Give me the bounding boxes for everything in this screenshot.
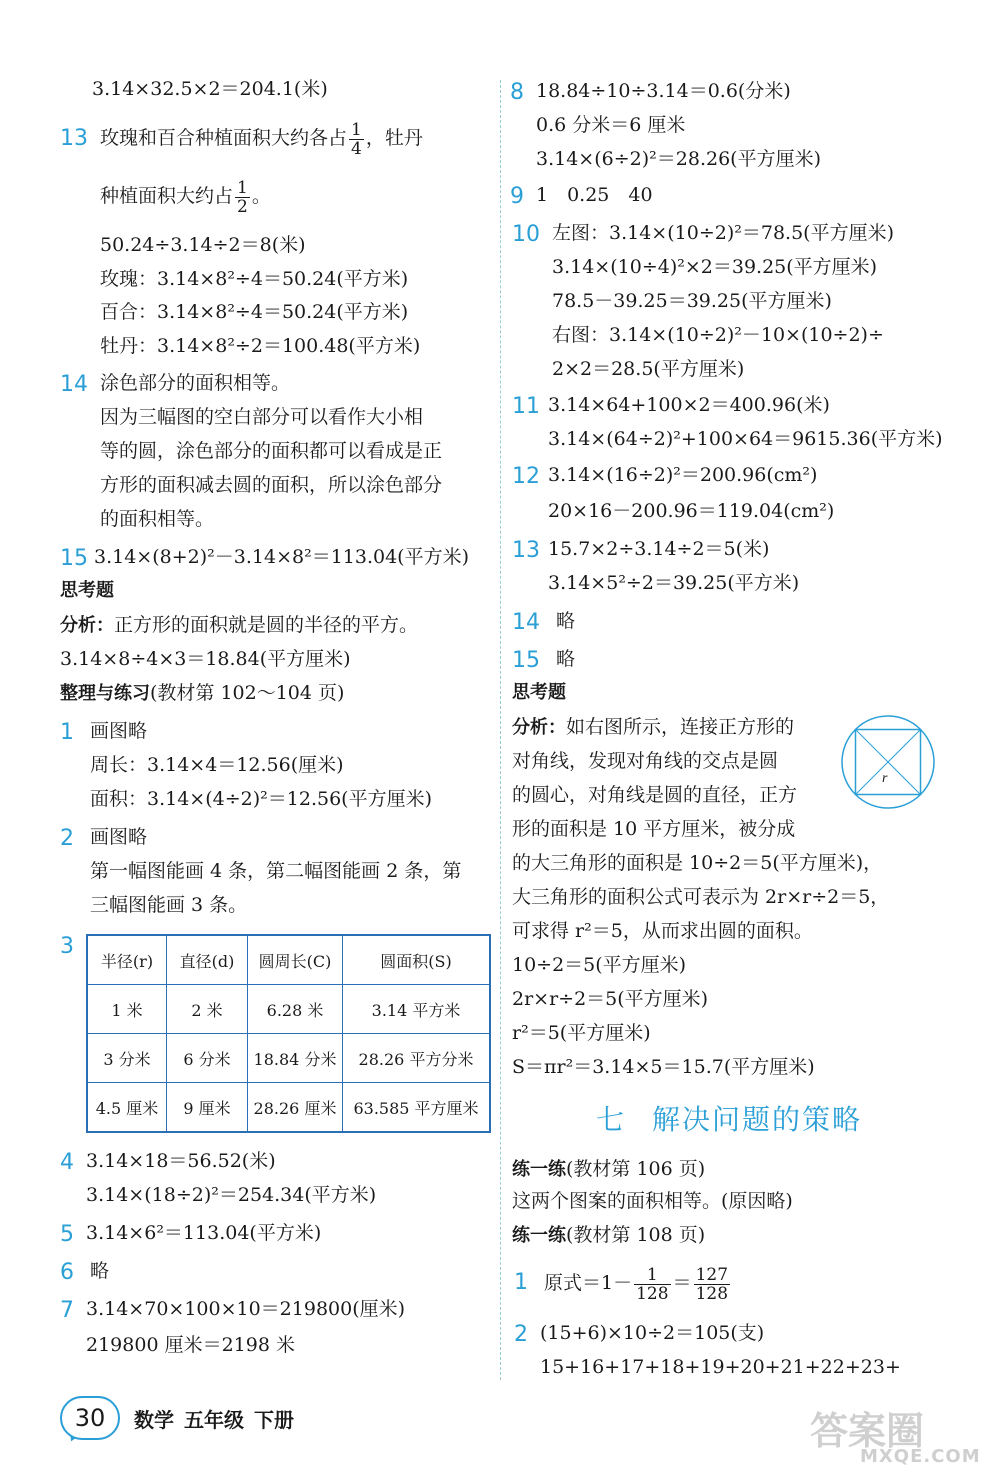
circle-table — [86, 934, 491, 1133]
heading: 练一练 — [512, 1225, 566, 1246]
chapter-title — [596, 1098, 862, 1138]
text-line: 3.14×(64÷2)²+100×64＝9615.36(平方米) — [548, 428, 943, 450]
chapter-number: 七 — [596, 1103, 627, 1136]
text-line: 10÷2＝5(平方厘米) — [512, 954, 687, 976]
text-line: 这两个图案的面积相等。(原因略) — [512, 1190, 793, 1212]
section-heading — [60, 680, 344, 707]
text-line: 15+16+17+18+19+20+21+22+23+ — [540, 1356, 901, 1378]
text: 正方形的面积就是圆的半径的平方。 — [114, 614, 419, 636]
question-number: 13 — [512, 538, 540, 563]
text-line: 周长：3.14×4＝12.56(厘米) — [90, 754, 344, 776]
text-line: 0.6 分米＝6 厘米 — [536, 114, 686, 136]
subtitle: (教材第 106 页) — [566, 1158, 706, 1180]
text-line: 百合：3.14×8²÷4＝50.24(平方米) — [100, 301, 409, 323]
text-line: 玫瑰：3.14×8²÷4＝50.24(平方米) — [100, 268, 409, 290]
watermark-text: 答案圈 — [810, 1409, 925, 1453]
question-number: 5 — [60, 1222, 74, 1247]
text-line: 方形的面积减去圆的面积，所以涂色部分 — [100, 474, 443, 496]
text-line: 形的面积是 10 平方厘米，被分成 — [512, 818, 796, 840]
question-number: 13 — [60, 126, 88, 151]
numerator: 1 — [237, 177, 248, 198]
text-line: 2r×r÷2＝5(平方厘米) — [512, 988, 709, 1010]
text-line — [512, 714, 794, 741]
question-number: 14 — [512, 610, 540, 635]
table-cell: 1 米 — [87, 985, 167, 1034]
section-heading — [512, 1156, 705, 1183]
text-line: 3.14×8÷4×3＝18.84(平方厘米) — [60, 648, 351, 670]
section-heading: 思考题 — [512, 682, 566, 703]
table-header: 圆周长(C) — [248, 935, 343, 985]
text-line: 3.14×32.5×2＝204.1(米) — [92, 78, 328, 100]
text-line: 略 — [556, 648, 576, 670]
text-line: 3.14×6²＝113.04(平方米) — [86, 1222, 322, 1244]
text-line: 略 — [556, 610, 576, 632]
question-number: 2 — [60, 826, 74, 851]
radius-label: r — [882, 771, 888, 786]
text-line: 略 — [90, 1260, 110, 1282]
table-cell: 3.14 平方米 — [343, 985, 491, 1034]
subtitle: (教材第 108 页) — [566, 1224, 706, 1246]
text-line: 15.7×2÷3.14÷2＝5(米) — [548, 538, 770, 560]
question-number: 14 — [60, 372, 88, 397]
q13-line2 — [100, 172, 271, 220]
table-header: 直径(d) — [167, 935, 248, 985]
watermark-site: MXQE.COM — [860, 1446, 981, 1467]
subject: 数学 — [134, 1408, 174, 1432]
question-number: 7 — [60, 1298, 74, 1323]
text-line: 3.14×(6÷2)²＝28.26(平方厘米) — [536, 148, 821, 170]
denominator: 4 — [351, 138, 362, 159]
text-line: 3.14×5²÷2＝39.25(平方米) — [548, 572, 800, 594]
text-line: r²＝5(平方厘米) — [512, 1022, 651, 1044]
text-line: 大三角形的面积公式可表示为 2r×r÷2＝5， — [512, 886, 890, 908]
text-line: 3.14×18＝56.52(米) — [86, 1150, 276, 1172]
text-line: 的圆心，对角线是圆的直径，正方 — [512, 784, 798, 806]
heading: 整理与练习 — [60, 683, 150, 704]
text-line: 三幅图能画 3 条。 — [90, 894, 248, 916]
question-number: 10 — [512, 222, 540, 247]
text-line: 对角线，发现对角线的交点是圆 — [512, 750, 779, 772]
numerator: 1 — [634, 1266, 670, 1285]
table-cell: 2 米 — [167, 985, 248, 1034]
grade: 五年级 — [184, 1408, 244, 1432]
text-line: 右图：3.14×(10÷2)²－10×(10÷2)÷ — [552, 324, 884, 346]
table-cell: 6.28 米 — [248, 985, 343, 1034]
table-row — [87, 1034, 490, 1083]
table-cell: 9 厘米 — [167, 1083, 248, 1133]
text-line: 3.14×(16÷2)²＝200.96(cm²) — [548, 464, 818, 486]
text-line: 第一幅图能画 4 条，第二幅图能画 2 条，第 — [90, 860, 462, 882]
text-line: 2×2＝28.5(平方厘米) — [552, 358, 745, 380]
table-cell: 3 分米 — [87, 1034, 167, 1083]
footer-label — [134, 1404, 304, 1433]
text-line: 78.5－39.25＝39.25(平方厘米) — [552, 290, 832, 312]
text-line: 的大三角形的面积是 10÷2＝5(平方厘米)， — [512, 852, 883, 874]
table-row — [87, 1083, 490, 1133]
text-line: 3.14×64+100×2＝400.96(米) — [548, 394, 830, 416]
text-line: 左图：3.14×(10÷2)²＝78.5(平方厘米) — [552, 222, 894, 244]
fraction — [634, 1266, 670, 1303]
heading: 练一练 — [512, 1159, 566, 1180]
text-line: 3.14×(10÷4)²×2＝39.25(平方厘米) — [552, 256, 878, 278]
table-header: 半径(r) — [87, 935, 167, 985]
table-header: 圆面积(S) — [343, 935, 491, 985]
table-cell: 18.84 分米 — [248, 1034, 343, 1083]
denominator: 128 — [695, 1283, 729, 1304]
column-divider — [500, 80, 501, 1380]
question-number: 6 — [60, 1260, 74, 1285]
question-number: 1 — [514, 1270, 528, 1295]
subtitle: (教材第 102～104 页) — [150, 682, 345, 704]
text-line — [60, 612, 418, 639]
text: ，牡丹 — [365, 127, 423, 149]
chapter-name: 解决问题的策略 — [652, 1103, 863, 1136]
question-number: 12 — [512, 464, 540, 489]
text-line: 因为三幅图的空白部分可以看作大小相 — [100, 406, 424, 428]
question-number: 4 — [60, 1150, 74, 1175]
question-number: 3 — [60, 934, 74, 959]
volume: 下册 — [254, 1408, 294, 1432]
table-cell: 4.5 厘米 — [87, 1083, 167, 1133]
text-line: 3.14×70×100×10＝219800(厘米) — [86, 1298, 406, 1320]
text-line: 3.14×(8+2)²－3.14×8²＝113.04(平方米) — [94, 546, 469, 568]
table-cell: 28.26 平方分米 — [343, 1034, 491, 1083]
text: 原式＝1－ — [544, 1272, 633, 1294]
question-number: 11 — [512, 394, 540, 419]
q13-line1 — [100, 114, 423, 162]
table-header-row — [87, 935, 490, 985]
text-line: 1 0.25 40 — [536, 184, 653, 206]
section-heading: 思考题 — [60, 580, 114, 601]
watermark-logo — [810, 1400, 980, 1470]
text: 如右图所示，连接正方形的 — [566, 716, 795, 738]
text-line: 涂色部分的面积相等。 — [100, 372, 291, 394]
question-number: 15 — [512, 648, 540, 673]
table-cell: 6 分米 — [167, 1034, 248, 1083]
text-line: 219800 厘米＝2198 米 — [86, 1334, 295, 1356]
page-number: 30 — [60, 1396, 120, 1440]
text-line — [544, 1258, 732, 1308]
text-line: 50.24÷3.14÷2＝8(米) — [100, 234, 306, 256]
text-line: 3.14×(18÷2)²＝254.34(平方米) — [86, 1184, 377, 1206]
fraction — [694, 1266, 730, 1303]
numerator: 1 — [351, 119, 362, 140]
table-row — [87, 985, 490, 1034]
text-line: 18.84÷10÷3.14＝0.6(分米) — [536, 80, 791, 102]
label: 分析： — [512, 717, 566, 738]
fraction — [349, 121, 364, 158]
text-line: 等的圆，涂色部分的面积都可以看成是正 — [100, 440, 443, 462]
table-cell: 28.26 厘米 — [248, 1083, 343, 1133]
denominator: 128 — [636, 1283, 669, 1304]
circle-square-figure — [838, 712, 938, 812]
text-line: 20×16－200.96＝119.04(cm²) — [548, 500, 835, 522]
text: 。 — [251, 185, 271, 207]
text-line: 牡丹：3.14×8²÷2＝100.48(平方米) — [100, 335, 421, 357]
label: 分析： — [60, 615, 114, 636]
table-cell: 63.585 平方厘米 — [343, 1083, 491, 1133]
text-line: 面积：3.14×(4÷2)²＝12.56(平方厘米) — [90, 788, 432, 810]
denominator: 2 — [237, 196, 248, 217]
numerator: 127 — [695, 1264, 729, 1285]
text-line: 可求得 r²＝5，从而求出圆的面积。 — [512, 920, 813, 942]
fraction — [235, 179, 250, 216]
question-number: 9 — [510, 184, 524, 209]
question-number: 8 — [510, 80, 524, 105]
text: 玫瑰和百合种植面积大约各占 — [100, 127, 348, 149]
question-number: 2 — [514, 1322, 528, 1347]
text: ＝ — [672, 1272, 692, 1294]
text-line: 画图略 — [90, 720, 148, 742]
section-heading — [512, 1222, 705, 1249]
text-line: 画图略 — [90, 826, 148, 848]
text-line: S＝πr²＝3.14×5＝15.7(平方厘米) — [512, 1056, 815, 1078]
text-line: 的面积相等。 — [100, 508, 215, 530]
question-number: 15 — [60, 546, 88, 571]
question-number: 1 — [60, 720, 74, 745]
text-line: (15+6)×10÷2＝105(支) — [540, 1322, 765, 1344]
text: 种植面积大约占 — [100, 185, 234, 207]
